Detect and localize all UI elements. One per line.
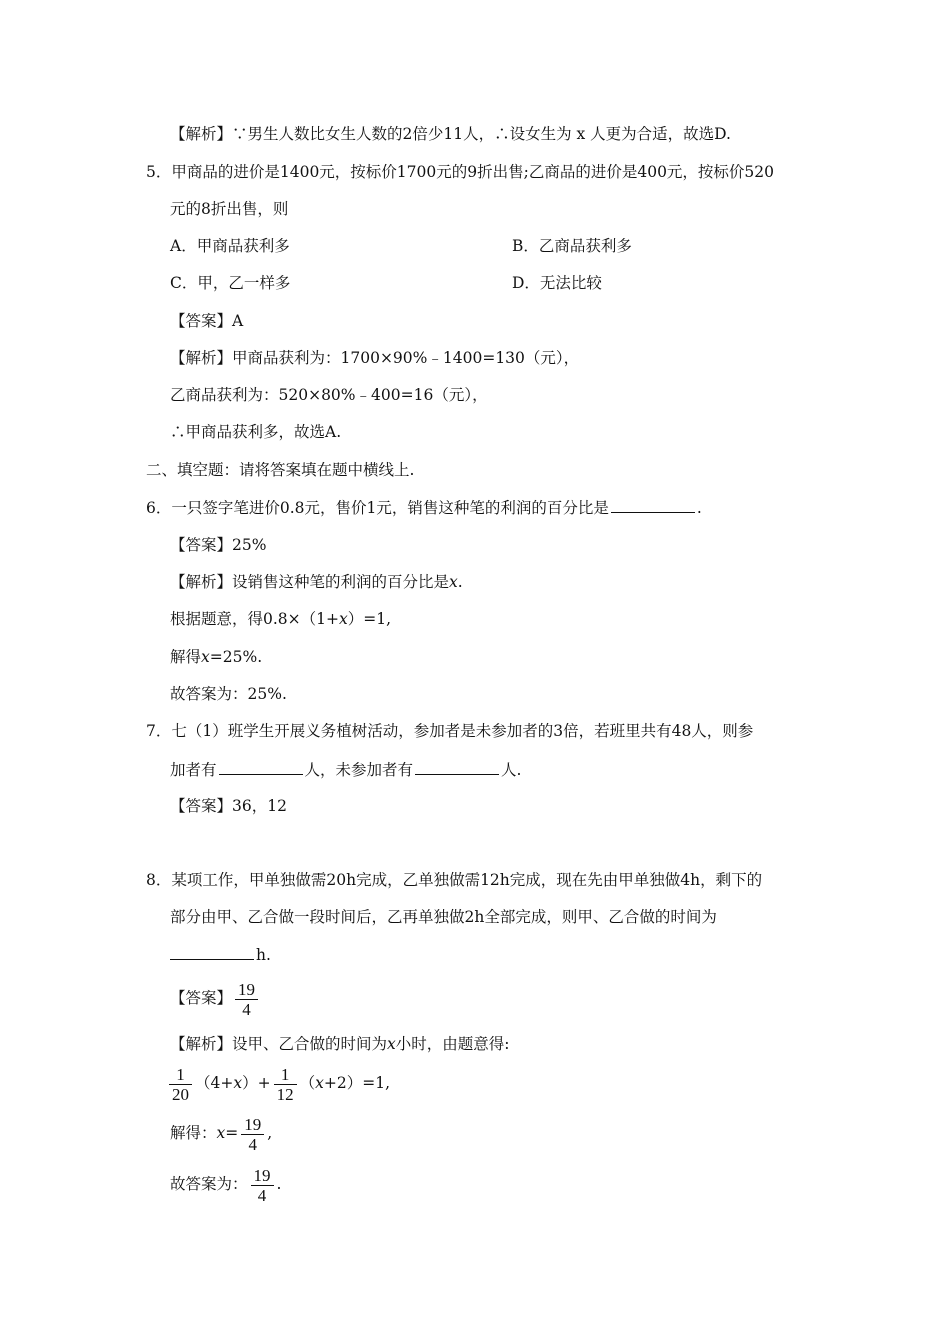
q7-blank-participants	[219, 759, 303, 775]
q6-answer: 【答案】25%	[170, 536, 267, 554]
q7-stem-line1: 7．七（1）班学生开展义务植树活动，参加者是未参加者的3倍，若班里共有48人，则参	[146, 722, 754, 740]
q8-solve-end: ,	[267, 1124, 273, 1142]
q6-stem-end: .	[696, 499, 702, 517]
q8-answer-denominator: 4	[235, 999, 258, 1019]
q8-eq-part3: （	[299, 1074, 316, 1092]
q8-solve-fraction	[241, 1115, 264, 1154]
q6-analysis2-end: ）=1,	[347, 610, 392, 628]
q6-stem	[146, 497, 702, 518]
q6-analysis1-end: .	[457, 573, 463, 591]
q8-analysis1-var: x	[387, 1035, 396, 1053]
q7-stem-line2	[170, 759, 521, 780]
q8-final-fraction	[251, 1166, 274, 1205]
q7-answer: 【答案】36，12	[170, 797, 287, 815]
q8-stem-line3	[170, 944, 271, 965]
q8-solve-denominator: 4	[241, 1134, 264, 1154]
q8-solve-label: 解得：	[170, 1124, 217, 1142]
q8-answer-label: 【答案】	[170, 989, 233, 1007]
q6-analysis2-var: x	[339, 610, 348, 628]
q8-stem-line2: 部分由甲、乙合做一段时间后，乙再单独做2h全部完成，则甲、乙合做的时间为	[170, 908, 717, 926]
q8-answer	[170, 978, 261, 1019]
q8-final-answer	[170, 1164, 281, 1205]
q8-solve	[170, 1113, 272, 1154]
q8-solve-equals: =	[225, 1124, 239, 1142]
q8-eq-end: +2）=1,	[323, 1074, 390, 1092]
q6-analysis-line4: 故答案为：25%.	[170, 685, 287, 703]
q5-option-a: A．甲商品获利多	[170, 237, 290, 255]
q8-analysis1-text: 【解析】设甲、乙合做的时间为	[170, 1035, 388, 1053]
q8-eq-part2: ）+	[242, 1074, 271, 1092]
q5-stem-line2: 元的8折出售，则	[170, 200, 289, 218]
q8-eq-f2-denominator: 12	[274, 1084, 297, 1104]
q8-final-numerator: 19	[253, 1165, 271, 1185]
q5-analysis-line3: ∴甲商品获利多，故选A.	[170, 423, 342, 441]
q8-solve-var: x	[216, 1124, 226, 1142]
q6-analysis-line3	[170, 647, 262, 667]
q8-stem-line1: 8．某项工作，甲单独做需20h完成，乙单独做需12h完成，现在先由甲单独做4h，剩下的	[146, 871, 763, 889]
q6-analysis3-end: =25%.	[209, 648, 263, 666]
q6-analysis3-var: x	[201, 648, 210, 666]
q5-stem-line1: 5．甲商品的进价是1400元，按标价1700元的9折出售;乙商品的进价是400元，按标价520	[146, 163, 775, 181]
q7-stem2-b: 人，未参加者有	[304, 761, 414, 779]
q7-stem2-c: 人.	[501, 761, 522, 779]
q7-blank-nonparticipants	[415, 759, 499, 775]
q6-analysis1-var: x	[449, 573, 458, 591]
q8-final-label: 故答案为：	[170, 1175, 248, 1193]
q8-eq-fraction-2	[274, 1065, 297, 1104]
q8-answer-blank	[170, 944, 254, 960]
q5-analysis-line1: 【解析】甲商品获利为：1700×90%﹣1400=130（元），	[170, 349, 580, 367]
q5-option-c: C．甲，乙一样多	[170, 274, 291, 292]
q8-eq-fraction-1	[169, 1065, 192, 1104]
q4-analysis: 【解析】∵男生人数比女生人数的2倍少11人，∴设女生为 x 人更为合适，故选D.	[170, 125, 731, 143]
q6-analysis-line2	[170, 609, 391, 629]
q8-equation	[166, 1063, 390, 1104]
q5-answer: 【答案】A	[170, 312, 244, 330]
q8-analysis-line1	[170, 1034, 510, 1054]
q8-final-denominator: 4	[251, 1185, 274, 1205]
q6-analysis3-text: 解得	[170, 648, 202, 666]
section-fill-in-heading: 二、填空题：请将答案填在题中横线上.	[146, 461, 415, 479]
q8-stem3-end: h.	[256, 946, 271, 964]
q6-answer-blank	[611, 497, 695, 513]
q8-answer-numerator: 19	[238, 979, 256, 999]
q5-option-d: D．无法比较	[512, 274, 602, 292]
q5-option-b: B．乙商品获利多	[512, 237, 632, 255]
q8-final-end: .	[276, 1175, 282, 1193]
q6-analysis1-text: 【解析】设销售这种笔的利润的百分比是	[170, 573, 450, 591]
q8-eq-f2-numerator: 1	[280, 1064, 290, 1084]
q8-eq-part1: （4+	[195, 1074, 234, 1092]
q8-eq-f1-numerator: 1	[176, 1064, 185, 1084]
q8-analysis1-end: 小时，由题意得:	[395, 1035, 510, 1053]
q6-analysis-line1	[170, 572, 463, 592]
q8-eq-var2: x	[315, 1074, 324, 1092]
q8-answer-fraction	[235, 980, 258, 1019]
q8-eq-f1-denominator: 20	[169, 1084, 192, 1104]
q7-stem2-a: 加者有	[170, 761, 217, 779]
q6-analysis2-text: 根据题意，得0.8×（1+	[170, 610, 339, 628]
q5-analysis-line2: 乙商品获利为：520×80%﹣400=16（元），	[170, 386, 488, 404]
q8-eq-var1: x	[233, 1074, 243, 1092]
q6-stem-text: 6．一只签字笔进价0.8元，售价1元，销售这种笔的利润的百分比是	[146, 499, 609, 517]
q8-solve-numerator: 19	[244, 1114, 262, 1134]
